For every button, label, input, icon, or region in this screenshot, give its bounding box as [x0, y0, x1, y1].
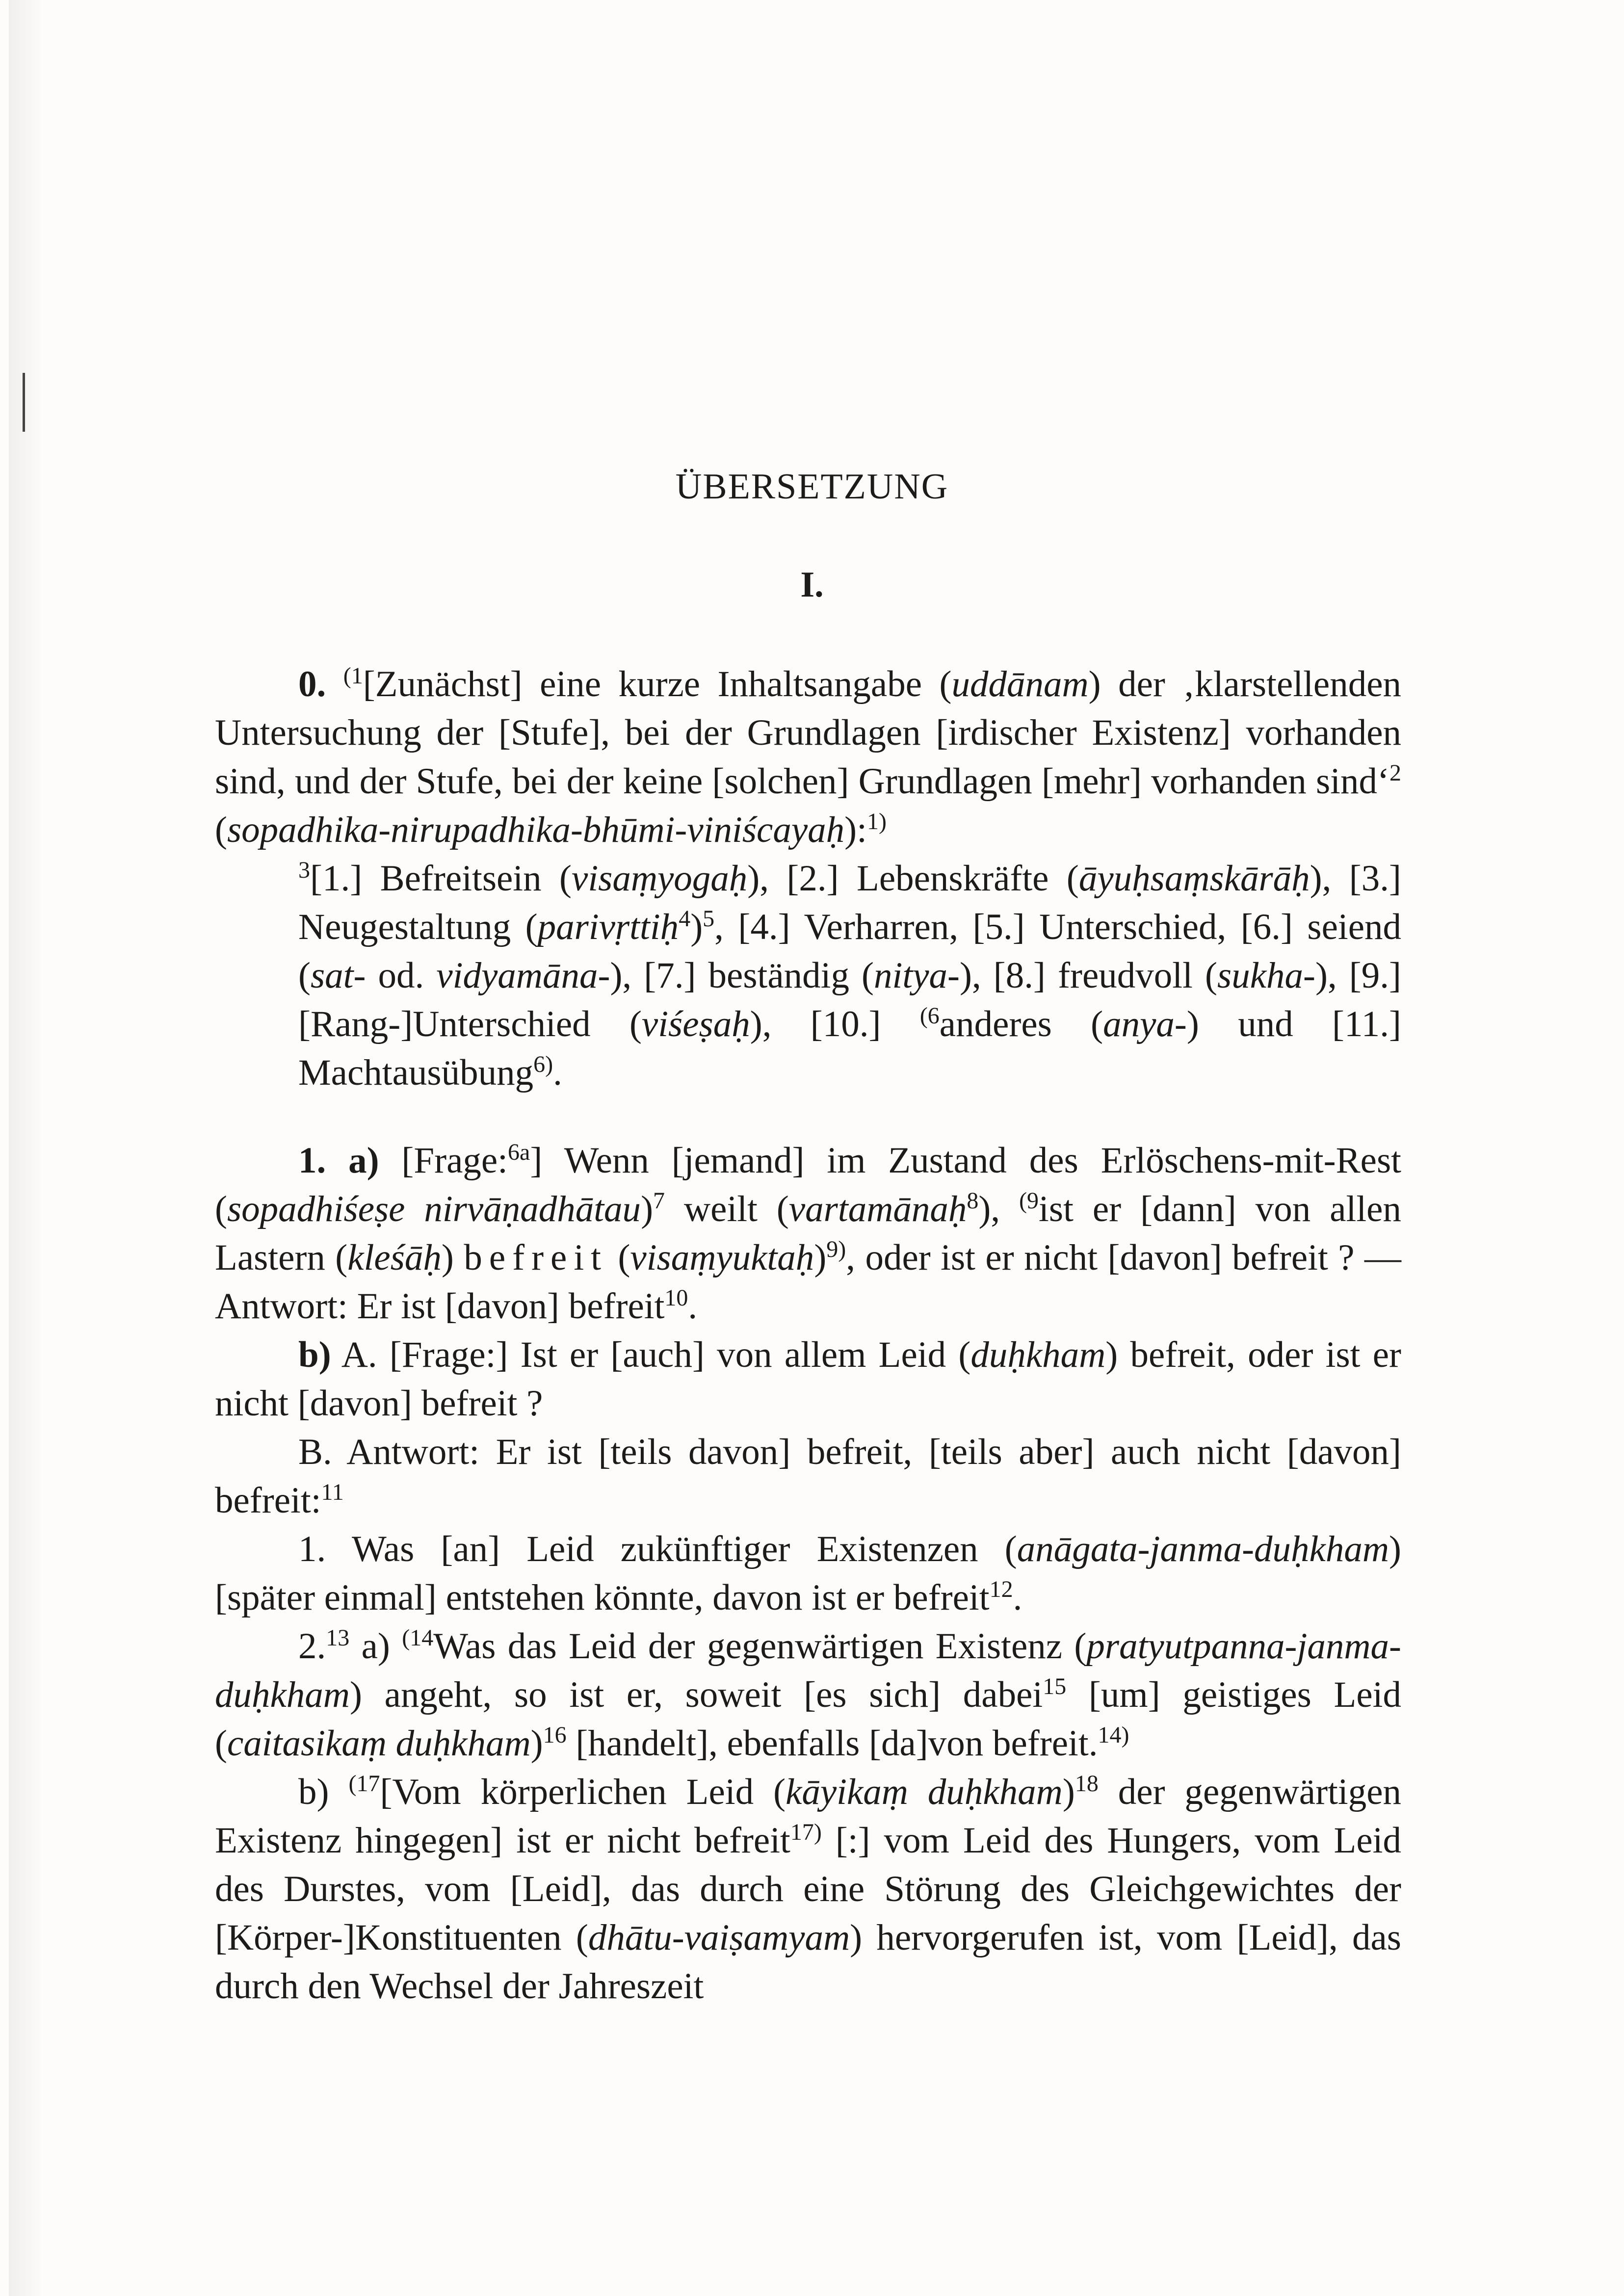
paragraph-1a: 1. a) [Frage:$^{6a}$] Wenn [jemand] im Zustand des Erlöschens-mit-Rest (sopadhiśeṣe nirvāṇadhātau)$^7$ weilt (vartamānaḥ$^8$), $^{(9}$ist er [dann] von allen Lastern (kleśāḥ) befreit (visaṃyuktaḥ)$^{9)}$, oder ist er nicht [davon] befreit ? — Antwort: Er ist [davon] befreit$^{10}$. — [215, 1139, 1401, 1327]
paragraph-list: $^3$[1.] Befreitsein (visaṃyogaḥ), [2.] Lebenskräfte (āyuḥsaṃskārāḥ), [3.] Neugestaltung (parivṛttiḥ$^4$)$^5$, [4.] Verharren, [5.] Unterschied, [6.] seiend (sat- od. vidyamāna-), [7.] beständig (nitya-), [8.] freudvoll (sukha-), [9.] [Rang-]Unterschied (viśeṣaḥ), [10.] $^{(6}$anderes (anya-) und [11.] Machtausübung$^{6)}$. — [298, 857, 1402, 1093]
translation-body — [215, 660, 1401, 2010]
paragraph-1b-B: B. Antwort: Er ist [teils davon] befreit, [teils aber] auch nicht [davon] befreit:$^{11}$ — [215, 1432, 1401, 1521]
section-number: I. — [800, 565, 824, 605]
page-title: ÜBERSETZUNG — [675, 467, 949, 507]
paragraph-1b-1: 1. Was [an] Leid zukünftiger Existenzen (anāgata-janma-duḥkham) [später einmal] entstehen könnte, davon ist er befreit$^{12}$. — [215, 1529, 1401, 1618]
paragraph-1b-2b: b) $^{(17}$[Vom körperlichen Leid (kāyikaṃ duḥkham)$^{18}$ der gegenwärtigen Existenz hingegen] ist er nicht befreit$^{17)}$ [:] vom Leid des Hungers, vom Leid des Durstes, vom [Leid], das durch eine Störung des Gleichgewichtes der [Körper-]Konstituenten (dhātu-vaiṣamyam) hervorgerufen ist, vom [Leid], das durch den Wechsel der Jahreszeit — [215, 1771, 1402, 2007]
paragraph-1b-A: b) A. [Frage:] Ist er [auch] von allem Leid (duḥkham) befreit, oder ist er nicht [davon] befreit ? — [215, 1334, 1401, 1424]
paragraph-0: 0. $^{(1}$[Zunächst] eine kurze Inhaltsangabe (uddānam) der ‚klarstellenden Untersuchung der [Stufe], bei der Grundlagen [irdischer Existenz] vorhanden sind, und der Stufe, bei der keine [solchen] Grundlagen [mehr] vorhanden sind‘$^2$ (sopadhika-nirupadhika-bhūmi-viniścayaḥ):$^{1)}$ — [215, 663, 1401, 850]
scan-edge-mark — [23, 373, 25, 432]
paragraph-1b-2a: 2.13 a) $^{(14}$Was das Leid der gegenwärtigen Existenz (pratyutpanna-janma-duḥkham) angeht, so ist er, soweit [es sich] dabei$^{15}$ [um] geistiges Leid (caitasikaṃ duḥkham)$^{16}$ [handelt], ebenfalls [da]von befreit.$^{14)}$ — [215, 1625, 1401, 1764]
scan-edge-shadow — [9, 0, 43, 2296]
